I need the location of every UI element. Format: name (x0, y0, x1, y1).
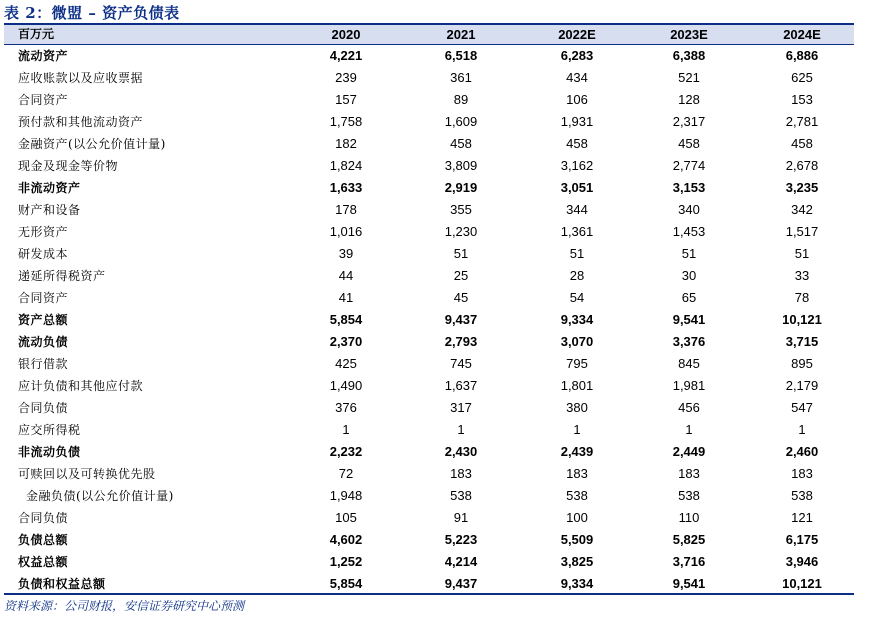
row-label: 负债和权益总额 (18, 577, 106, 591)
row-label: 可赎回以及可转换优先股 (18, 467, 156, 481)
row-value: 6,518 (444, 48, 478, 63)
row-value: 1 (342, 422, 350, 437)
row-value: 3,162 (560, 158, 594, 173)
row-value: 2,678 (785, 158, 819, 173)
row-value: 39 (338, 246, 354, 261)
row-value: 1,633 (329, 180, 363, 195)
row-value: 9,541 (672, 576, 706, 591)
row-value: 183 (791, 466, 813, 481)
row-value: 44 (338, 268, 354, 283)
row-value: 2,179 (785, 378, 819, 393)
row-value: 72 (338, 466, 354, 481)
row-label: 无形资产 (18, 225, 69, 239)
row-label: 金融负债(以公允价值计量) (26, 489, 174, 503)
row-value: 2,774 (672, 158, 706, 173)
table-row (4, 155, 854, 177)
row-label: 递延所得税资产 (18, 269, 106, 283)
row-value: 51 (794, 246, 810, 261)
row-value: 3,716 (672, 554, 706, 569)
row-value: 9,541 (672, 312, 706, 327)
row-value: 106 (566, 92, 588, 107)
header-year-2021: 2021 (446, 27, 476, 42)
row-value: 1 (685, 422, 693, 437)
row-label: 权益总额 (18, 555, 69, 569)
row-value: 1 (798, 422, 806, 437)
row-value: 1,016 (329, 224, 363, 239)
row-value: 1,252 (329, 554, 363, 569)
row-value: 1,453 (672, 224, 706, 239)
table-body (4, 45, 854, 595)
table-row (4, 89, 854, 111)
row-value: 2,460 (785, 444, 819, 459)
row-value: 105 (335, 510, 357, 525)
row-value: 2,439 (560, 444, 594, 459)
row-label: 财产和设备 (18, 203, 81, 217)
row-value: 547 (791, 400, 813, 415)
header-year-2020: 2020 (331, 27, 361, 42)
row-value: 183 (678, 466, 700, 481)
row-value: 3,946 (785, 554, 819, 569)
table-row (4, 529, 854, 551)
table-header (4, 25, 854, 45)
row-value: 538 (566, 488, 588, 503)
row-value: 9,334 (560, 576, 594, 591)
row-value: 153 (791, 92, 813, 107)
table-title: 表 2：微盟 – 资产负债表 (4, 4, 180, 22)
row-value: 1,517 (785, 224, 819, 239)
row-value: 5,509 (560, 532, 594, 547)
row-value: 10,121 (782, 576, 822, 591)
row-value: 183 (566, 466, 588, 481)
row-value: 4,602 (329, 532, 363, 547)
row-value: 28 (569, 268, 585, 283)
row-value: 128 (678, 92, 700, 107)
row-value: 89 (453, 92, 469, 107)
row-value: 458 (566, 136, 588, 151)
table-row (4, 265, 854, 287)
table-row (4, 507, 854, 529)
row-value: 1,931 (560, 114, 594, 129)
row-label: 合同资产 (18, 291, 69, 305)
row-value: 538 (791, 488, 813, 503)
row-value: 1,801 (560, 378, 594, 393)
row-value: 30 (681, 268, 697, 283)
row-value: 5,854 (329, 312, 363, 327)
row-value: 1 (573, 422, 581, 437)
row-label: 合同负债 (18, 401, 69, 415)
row-value: 2,919 (444, 180, 478, 195)
row-value: 458 (791, 136, 813, 151)
row-value: 340 (678, 202, 700, 217)
row-value: 91 (453, 510, 469, 525)
header-unit-label: 百万元 (18, 27, 55, 41)
row-value: 100 (566, 510, 588, 525)
row-value: 1 (457, 422, 465, 437)
row-value: 183 (450, 466, 472, 481)
row-value: 1,948 (329, 488, 363, 503)
row-value: 434 (566, 70, 588, 85)
table-row (4, 375, 854, 397)
bottom-rule (4, 593, 854, 595)
row-label: 合同资产 (18, 93, 69, 107)
table-row (4, 419, 854, 441)
row-value: 317 (450, 400, 472, 415)
row-value: 342 (791, 202, 813, 217)
row-value: 895 (791, 356, 813, 371)
row-label: 金融资产(以公允价值计量) (18, 137, 166, 151)
row-value: 3,153 (672, 180, 706, 195)
row-label: 负债总额 (18, 533, 69, 547)
row-value: 5,223 (444, 532, 478, 547)
table-row (4, 199, 854, 221)
row-value: 361 (450, 70, 472, 85)
row-value: 538 (450, 488, 472, 503)
row-value: 25 (453, 268, 469, 283)
row-value: 178 (335, 202, 357, 217)
row-value: 380 (566, 400, 588, 415)
row-value: 3,825 (560, 554, 594, 569)
row-value: 6,886 (785, 48, 819, 63)
row-value: 33 (794, 268, 810, 283)
row-value: 376 (335, 400, 357, 415)
row-value: 1,609 (444, 114, 478, 129)
row-value: 1,361 (560, 224, 594, 239)
row-value: 458 (450, 136, 472, 151)
row-value: 9,437 (444, 576, 478, 591)
row-value: 2,232 (329, 444, 363, 459)
row-value: 745 (450, 356, 472, 371)
row-value: 1,490 (329, 378, 363, 393)
row-value: 1,230 (444, 224, 478, 239)
row-value: 2,793 (444, 334, 478, 349)
row-value: 2,781 (785, 114, 819, 129)
row-label: 合同负债 (18, 511, 69, 525)
table-row (4, 573, 854, 595)
table-row (4, 463, 854, 485)
row-value: 3,809 (444, 158, 478, 173)
source-note: 资料来源：公司财报，安信证券研究中心预测 (4, 599, 245, 613)
table-row (4, 221, 854, 243)
table-row (4, 177, 854, 199)
table-row (4, 331, 854, 353)
table-row (4, 287, 854, 309)
row-value: 355 (450, 202, 472, 217)
row-value: 1,824 (329, 158, 363, 173)
row-value: 65 (681, 290, 697, 305)
row-value: 2,430 (444, 444, 478, 459)
row-value: 5,825 (672, 532, 706, 547)
table-row (4, 111, 854, 133)
header-year-2022e: 2022E (558, 27, 596, 42)
row-value: 425 (335, 356, 357, 371)
row-value: 9,437 (444, 312, 478, 327)
row-value: 6,388 (672, 48, 706, 63)
row-label: 研发成本 (18, 247, 69, 261)
row-label: 预付款和其他流动资产 (18, 115, 144, 129)
row-value: 625 (791, 70, 813, 85)
row-value: 51 (453, 246, 469, 261)
row-value: 54 (569, 290, 585, 305)
row-value: 845 (678, 356, 700, 371)
row-value: 6,175 (785, 532, 819, 547)
table-row (4, 133, 854, 155)
row-value: 6,283 (560, 48, 594, 63)
table-row (4, 243, 854, 265)
row-value: 51 (569, 246, 585, 261)
row-label: 流动资产 (18, 49, 69, 63)
row-label: 应计负债和其他应付款 (18, 379, 144, 393)
row-label: 非流动负债 (18, 445, 81, 459)
row-value: 521 (678, 70, 700, 85)
row-value: 239 (335, 70, 357, 85)
row-value: 121 (791, 510, 813, 525)
table-row (4, 441, 854, 463)
row-value: 2,317 (672, 114, 706, 129)
row-value: 3,051 (560, 180, 594, 195)
row-label: 非流动资产 (18, 181, 81, 195)
row-value: 45 (453, 290, 469, 305)
row-value: 2,370 (329, 334, 363, 349)
header-year-2024e: 2024E (783, 27, 821, 42)
row-value: 41 (338, 290, 354, 305)
row-value: 5,854 (329, 576, 363, 591)
row-value: 1,758 (329, 114, 363, 129)
row-value: 1,637 (444, 378, 478, 393)
table-row (4, 551, 854, 573)
row-value: 458 (678, 136, 700, 151)
row-value: 3,376 (672, 334, 706, 349)
row-label: 应收账款以及应收票据 (18, 71, 144, 85)
row-value: 78 (794, 290, 810, 305)
table-row (4, 309, 854, 331)
row-label: 现金及现金等价物 (18, 159, 119, 173)
header-year-2023e: 2023E (670, 27, 708, 42)
row-value: 110 (678, 510, 700, 525)
row-value: 4,221 (329, 48, 363, 63)
row-value: 157 (335, 92, 357, 107)
row-label: 流动负债 (18, 335, 69, 349)
row-value: 344 (566, 202, 588, 217)
row-value: 3,235 (785, 180, 819, 195)
row-value: 2,449 (672, 444, 706, 459)
table-row (4, 485, 854, 507)
row-value: 3,715 (785, 334, 819, 349)
row-value: 10,121 (782, 312, 822, 327)
table-row (4, 67, 854, 89)
row-value: 1,981 (672, 378, 706, 393)
row-value: 538 (678, 488, 700, 503)
row-value: 795 (566, 356, 588, 371)
row-value: 4,214 (444, 554, 478, 569)
row-value: 456 (678, 400, 700, 415)
table-row (4, 397, 854, 419)
table-row (4, 45, 854, 67)
row-value: 3,070 (560, 334, 594, 349)
row-label: 应交所得税 (18, 423, 81, 437)
row-label: 资产总额 (18, 313, 69, 327)
row-value: 51 (681, 246, 697, 261)
row-value: 9,334 (560, 312, 594, 327)
row-value: 182 (335, 136, 357, 151)
table-row (4, 353, 854, 375)
row-label: 银行借款 (18, 357, 69, 371)
